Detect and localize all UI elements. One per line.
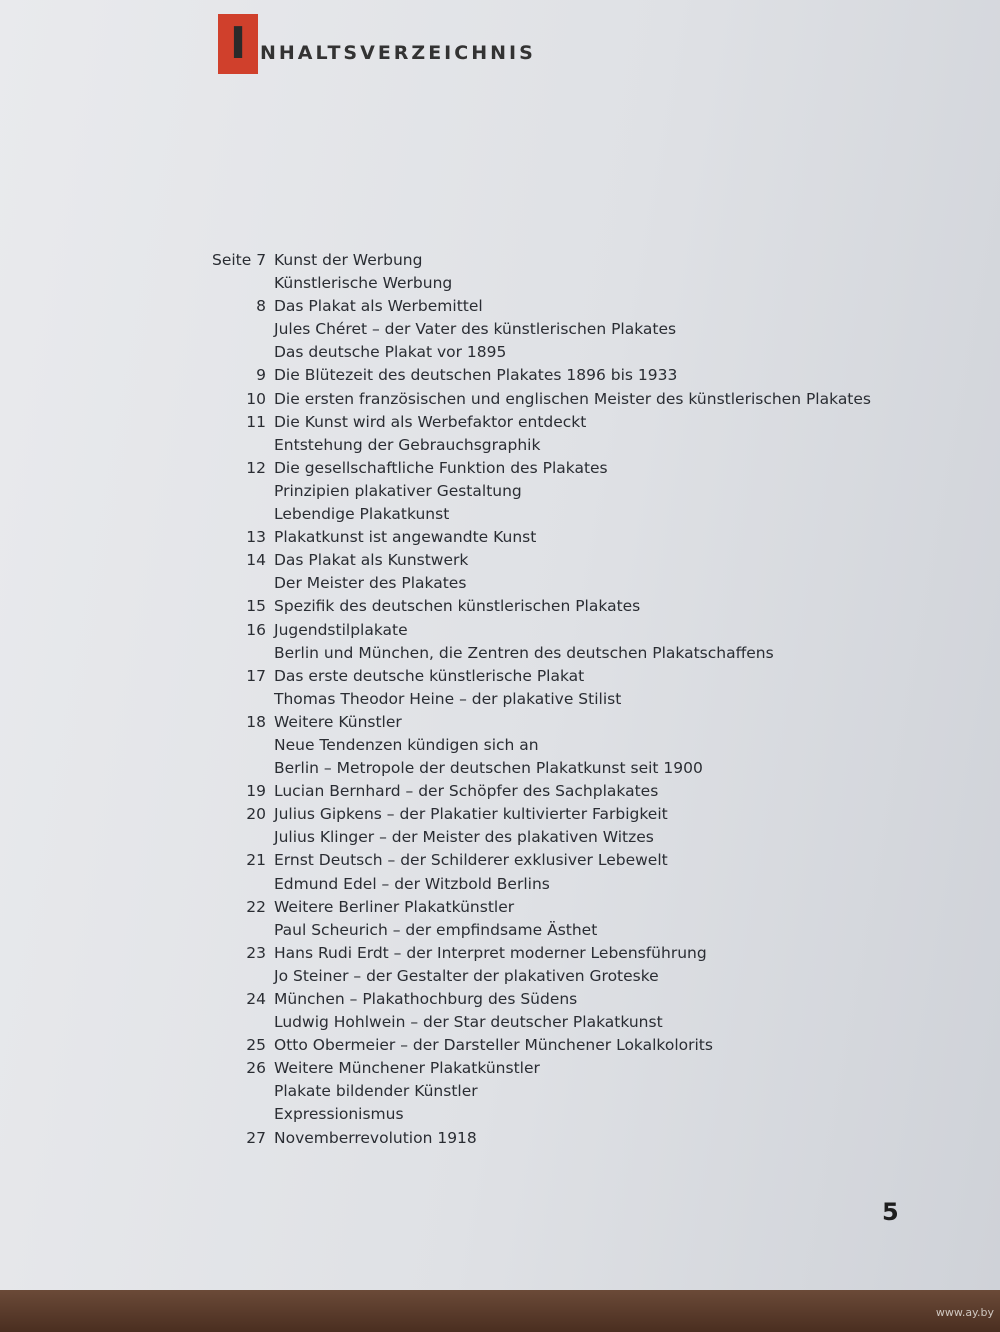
toc-page-number [212,341,274,364]
toc-entry [212,965,932,988]
toc-entry [212,1011,932,1034]
toc-entry [212,665,932,688]
toc-page-number [212,434,274,457]
toc-title: Hans Rudi Erdt – der Interpret moderner Lebensführung [274,943,707,962]
toc-entry [212,734,932,757]
toc-entry [212,341,932,364]
toc-page-number: 13 [246,528,266,547]
toc-entry [212,1103,932,1126]
toc-page-number [212,1011,274,1034]
toc-title: Plakate bildender Künstler [274,1082,478,1101]
toc-title: Weitere Künstler [274,712,402,731]
table-of-contents [212,249,932,1150]
toc-page-number: 12 [246,458,266,477]
toc-entry [212,249,932,272]
toc-entry [212,457,932,480]
toc-entry [212,619,932,642]
toc-page-number: 22 [246,897,266,916]
toc-title: Spezifik des deutschen künstlerischen Plakates [274,597,641,616]
toc-page-number [212,503,274,526]
toc-page-number: 9 [256,366,266,385]
toc-title: Julius Gipkens – der Plakatier kultivierter Farbigkeit [274,805,668,824]
toc-title: Thomas Theodor Heine – der plakative Stilist [274,689,622,708]
toc-title: Jo Steiner – der Gestalter der plakativen Groteske [274,966,659,985]
toc-title: Paul Scheurich – der empfindsame Ästhet [274,920,598,939]
toc-entry [212,1127,932,1150]
toc-page-number [212,1080,274,1103]
toc-page-number [212,572,274,595]
toc-page-number [212,480,274,503]
toc-title: München – Plakathochburg des Südens [274,990,578,1008]
toc-title: Die ersten französischen und englischen Meister des künstlerischen Plakates [274,389,871,408]
toc-title: Die gesellschaftliche Funktion des Plakates [274,458,608,477]
toc-title: Plakatkunst ist angewandte Kunst [274,528,537,547]
toc-page-number: 11 [246,412,266,431]
toc-entry [212,803,932,826]
toc-entry [212,480,932,503]
toc-title: Berlin – Metropole der deutschen Plakatkunst seit 1900 [274,759,703,778]
toc-page-number: 24 [246,990,266,1008]
toc-entry [212,411,932,434]
toc-page-number: 8 [256,297,266,316]
toc-page-number: 20 [246,805,266,824]
toc-page-number: 25 [246,1036,266,1055]
toc-entry [212,272,932,295]
toc-page-number [212,919,274,942]
title-text: NHALTSVERZEICHNIS [260,42,536,64]
toc-entry [212,642,932,665]
toc-title: Das deutsche Plakat vor 1895 [274,343,507,362]
toc-title: Expressionismus [274,1105,404,1124]
toc-entry [212,919,932,942]
toc-page-number: 15 [246,597,266,616]
toc-entry [212,826,932,849]
toc-page-number: 26 [246,1059,266,1078]
toc-entry [212,780,932,803]
toc-page-number: 18 [246,712,266,731]
toc-page-number [212,826,274,849]
toc-page-number: 19 [246,782,266,801]
toc-entry [212,1034,932,1057]
toc-title: Das Plakat als Kunstwerk [274,551,469,570]
toc-entry [212,757,932,780]
toc-page-number: 14 [246,551,266,570]
toc-entry [212,503,932,526]
toc-entry [212,896,932,919]
toc-page-number: 10 [246,389,266,408]
toc-title: Lucian Bernhard – der Schöpfer des Sachplakates [274,782,659,801]
toc-entry [212,1080,932,1103]
toc-title: Julius Klinger – der Meister des plakativen Witzes [274,828,654,847]
toc-page-number [212,318,274,341]
toc-title: Das erste deutsche künstlerische Plakat [274,666,585,685]
toc-title: Edmund Edel – der Witzbold Berlins [274,874,550,893]
page-title [218,14,536,74]
toc-entry [212,549,932,572]
toc-page-number: 23 [246,943,266,962]
title-initial: I [218,14,258,74]
toc-page-number: 27 [246,1128,266,1147]
toc-page-number [212,734,274,757]
toc-page-number: 17 [246,666,266,685]
toc-title: Prinzipien plakativer Gestaltung [274,481,522,500]
toc-entry [212,572,932,595]
toc-title: Der Meister des Plakates [274,574,467,593]
toc-title: Ernst Deutsch – der Schilderer exklusiver Lebewelt [274,851,668,870]
toc-title: Die Blütezeit des deutschen Plakates 1896 bis 1933 [274,366,678,385]
toc-entry [212,1057,932,1080]
toc-entry [212,318,932,341]
toc-title: Neue Tendenzen kündigen sich an [274,735,539,754]
toc-entry [212,388,932,411]
toc-entry [212,711,932,734]
toc-title: Entstehung der Gebrauchsgraphik [274,435,541,454]
toc-page-number [212,873,274,896]
toc-entry [212,364,932,387]
toc-page-number [212,757,274,780]
toc-entry [212,849,932,872]
toc-title: Berlin und München, die Zentren des deutschen Plakatschaffens [274,643,774,662]
table-surface [0,1290,1000,1332]
toc-page-number [212,1103,274,1126]
toc-entry [212,688,932,711]
toc-page-number: 16 [246,620,266,639]
toc-entry [212,942,932,965]
toc-entry [212,873,932,896]
watermark: www.ay.by [935,1306,994,1319]
toc-page-number [212,272,274,295]
toc-entry [212,595,932,618]
toc-title: Weitere Münchener Plakatkünstler [274,1059,540,1078]
toc-page-number [212,965,274,988]
toc-title: Lebendige Plakatkunst [274,505,450,524]
toc-entry [212,526,932,549]
toc-page-number [212,688,274,711]
toc-title: Jules Chéret – der Vater des künstlerischen Plakates [274,320,677,339]
toc-title: Das Plakat als Werbemittel [274,297,483,316]
toc-title: Weitere Berliner Plakatkünstler [274,897,515,916]
toc-title: Die Kunst wird als Werbefaktor entdeckt [274,412,587,431]
toc-entry [212,295,932,318]
page-number: 5 [882,1198,899,1226]
toc-title: Künstlerische Werbung [274,274,453,293]
toc-title: Ludwig Hohlwein – der Star deutscher Plakatkunst [274,1013,663,1032]
toc-page-number: 21 [246,851,266,870]
toc-entry [212,988,932,1011]
toc-title: Otto Obermeier – der Darsteller Münchener Lokalkolorits [274,1036,713,1055]
toc-page-number [212,642,274,665]
toc-page-number: Seite 7 [212,251,267,269]
toc-entry [212,434,932,457]
toc-title: Novemberrevolution 1918 [274,1128,477,1147]
toc-title: Jugendstilplakate [274,620,408,639]
toc-title: Kunst der Werbung [274,251,423,269]
